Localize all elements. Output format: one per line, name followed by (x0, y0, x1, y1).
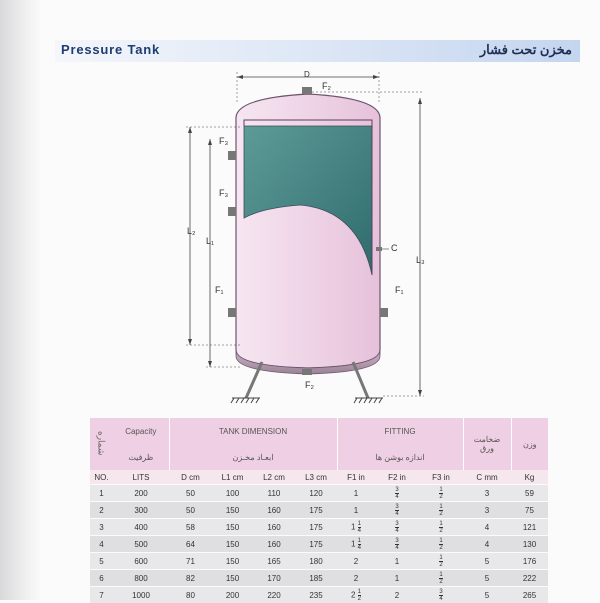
fraction: $\frac{3}{4}$ (395, 504, 398, 517)
cell-l1: 150 (212, 536, 253, 553)
cell-d: 71 (169, 553, 212, 570)
cell-f3 (419, 536, 463, 553)
fraction: $\frac{1}{4}$ (358, 538, 361, 551)
col-f2: F2 in (375, 470, 419, 485)
cell-no: 2 (90, 502, 113, 519)
cell-kg: 75 (511, 502, 548, 519)
cell-no: 1 (90, 485, 113, 502)
cell-lits: 300 (113, 502, 169, 519)
cell-d: 80 (169, 587, 212, 603)
cell-l1: 150 (212, 553, 253, 570)
cell-l3: 235 (295, 587, 337, 603)
header-capacity-en: Capacity (113, 418, 169, 444)
dimension-l1 (186, 139, 240, 367)
col-no: NO. (90, 470, 113, 485)
header-fitting-fa: اندازه بوشن ها (337, 444, 463, 470)
col-lits: LITS (113, 470, 169, 485)
leg-feet (231, 398, 383, 403)
column-header-row (90, 470, 548, 485)
cell-f3 (419, 502, 463, 519)
cell-lits: 500 (113, 536, 169, 553)
cell-no: 4 (90, 536, 113, 553)
cell-lits: 400 (113, 519, 169, 536)
table-row (90, 570, 548, 587)
title-english: Pressure Tank (61, 42, 160, 57)
fraction: $\frac{1}{2}$ (358, 589, 361, 602)
fraction: $\frac{1}{2}$ (439, 521, 442, 534)
cell-no: 7 (90, 587, 113, 603)
cell-l1: 100 (212, 485, 253, 502)
cell-no: 6 (90, 570, 113, 587)
table-row (90, 587, 548, 603)
header-row-1 (90, 418, 548, 444)
cell-no: 3 (90, 519, 113, 536)
title-persian: مخزن تحت فشار (480, 42, 572, 58)
cell-l2: 160 (253, 519, 295, 536)
cell-l1: 150 (212, 519, 253, 536)
cell-c: 5 (463, 587, 511, 603)
header-thickness-fa: ضخامت ورق (463, 418, 511, 470)
header-fitting-en: FITTING (337, 418, 463, 444)
cell-c: 3 (463, 485, 511, 502)
fraction: $\frac{3}{4}$ (395, 538, 398, 551)
cell-f2 (375, 519, 419, 536)
label-c: C (391, 243, 398, 253)
fraction: $\frac{1}{4}$ (358, 521, 361, 534)
cell-d: 64 (169, 536, 212, 553)
cell-l3: 120 (295, 485, 337, 502)
cell-f3 (419, 485, 463, 502)
label-f2-bottom: F₂ (305, 380, 314, 390)
header-tank-dimension-fa: ابعـاد مخـزن (169, 444, 337, 470)
cell-f2 (375, 502, 419, 519)
fitting-f3-upper (228, 151, 236, 160)
cell-l3: 175 (295, 519, 337, 536)
cell-f3 (419, 519, 463, 536)
cell-f2: 1 (375, 570, 419, 587)
cell-f1: 2 (337, 553, 375, 570)
cell-d: 50 (169, 485, 212, 502)
col-d: D cm (169, 470, 212, 485)
label-l2: L₂ (187, 226, 196, 236)
col-f1: F1 in (337, 470, 375, 485)
fraction: $\frac{1}{2}$ (439, 487, 442, 500)
cell-d: 50 (169, 502, 212, 519)
cell-d: 82 (169, 570, 212, 587)
cell-f2: 2 (375, 587, 419, 603)
cell-kg: 59 (511, 485, 548, 502)
header-weight-fa: وزن (511, 418, 548, 470)
label-l1: L₁ (206, 236, 214, 246)
cell-f1: 2 (337, 570, 375, 587)
label-l3: L₃ (416, 255, 425, 265)
cell-f1: 1 (337, 485, 375, 502)
header-capacity-fa: ظرفیت (113, 444, 169, 470)
cell-c: 5 (463, 570, 511, 587)
label-d: D (304, 70, 310, 79)
col-kg: Kg (511, 470, 548, 485)
header-tank-dimension-en: TANK DIMENSION (169, 418, 337, 444)
col-l1: L1 cm (212, 470, 253, 485)
cell-l3: 175 (295, 502, 337, 519)
cell-f3 (419, 570, 463, 587)
cell-c: 4 (463, 519, 511, 536)
spec-table (90, 418, 548, 603)
cell-l3: 175 (295, 536, 337, 553)
fraction: $\frac{1}{2}$ (439, 538, 442, 551)
cell-f3 (419, 553, 463, 570)
cell-lits: 600 (113, 553, 169, 570)
cell-l3: 185 (295, 570, 337, 587)
cell-d: 58 (169, 519, 212, 536)
label-f1-right: F₁ (395, 285, 404, 295)
cell-lits: 1000 (113, 587, 169, 603)
cell-kg: 265 (511, 587, 548, 603)
cell-kg: 121 (511, 519, 548, 536)
fraction: $\frac{1}{2}$ (439, 555, 442, 568)
fraction: $\frac{3}{4}$ (395, 487, 398, 500)
cell-f1: 2 $\frac{1}{2}$ (337, 587, 375, 603)
header-no-fa: شماره (90, 418, 113, 470)
fitting-f1-right (380, 308, 388, 317)
table-row (90, 519, 548, 536)
cell-f2: 1 (375, 553, 419, 570)
cell-lits: 200 (113, 485, 169, 502)
cell-f3 (419, 587, 463, 603)
cell-kg: 176 (511, 553, 548, 570)
col-c: C mm (463, 470, 511, 485)
cell-l1: 150 (212, 502, 253, 519)
cell-lits: 800 (113, 570, 169, 587)
cell-l2: 110 (253, 485, 295, 502)
cell-f2 (375, 485, 419, 502)
fitting-c (376, 247, 382, 251)
cell-l2: 160 (253, 536, 295, 553)
col-l3: L3 cm (295, 470, 337, 485)
cell-c: 3 (463, 502, 511, 519)
cell-l2: 160 (253, 502, 295, 519)
cell-f1: 1 (337, 502, 375, 519)
label-f3-upper: F₃ (219, 136, 228, 146)
label-f1-left: F₁ (215, 285, 224, 295)
cell-l2: 165 (253, 553, 295, 570)
table-row (90, 553, 548, 570)
fitting-f2-top (302, 87, 312, 94)
fitting-f3-lower (228, 207, 236, 216)
label-f2-top: F₂ (322, 81, 331, 91)
col-f3: F3 in (419, 470, 463, 485)
label-f3-lower: F₃ (219, 188, 228, 198)
cell-c: 4 (463, 536, 511, 553)
table-body (90, 485, 548, 603)
cell-f2 (375, 536, 419, 553)
fitting-f2-bottom (302, 369, 312, 375)
col-l2: L2 cm (253, 470, 295, 485)
table-row (90, 502, 548, 519)
cell-kg: 130 (511, 536, 548, 553)
fraction: $\frac{3}{4}$ (439, 589, 442, 602)
cell-f1: 1 $\frac{1}{4}$ (337, 519, 375, 536)
cell-kg: 222 (511, 570, 548, 587)
cell-f1: 1 $\frac{1}{4}$ (337, 536, 375, 553)
cell-c: 5 (463, 553, 511, 570)
fraction: $\frac{1}{2}$ (439, 504, 442, 517)
cell-l2: 170 (253, 570, 295, 587)
cell-l1: 150 (212, 570, 253, 587)
cell-l3: 180 (295, 553, 337, 570)
fraction: $\frac{1}{2}$ (439, 572, 442, 585)
table-row (90, 485, 548, 502)
cell-l1: 200 (212, 587, 253, 603)
table-row (90, 536, 548, 553)
fraction: $\frac{3}{4}$ (395, 521, 398, 534)
fitting-f1-left (228, 308, 236, 317)
cell-l2: 220 (253, 587, 295, 603)
cell-no: 5 (90, 553, 113, 570)
